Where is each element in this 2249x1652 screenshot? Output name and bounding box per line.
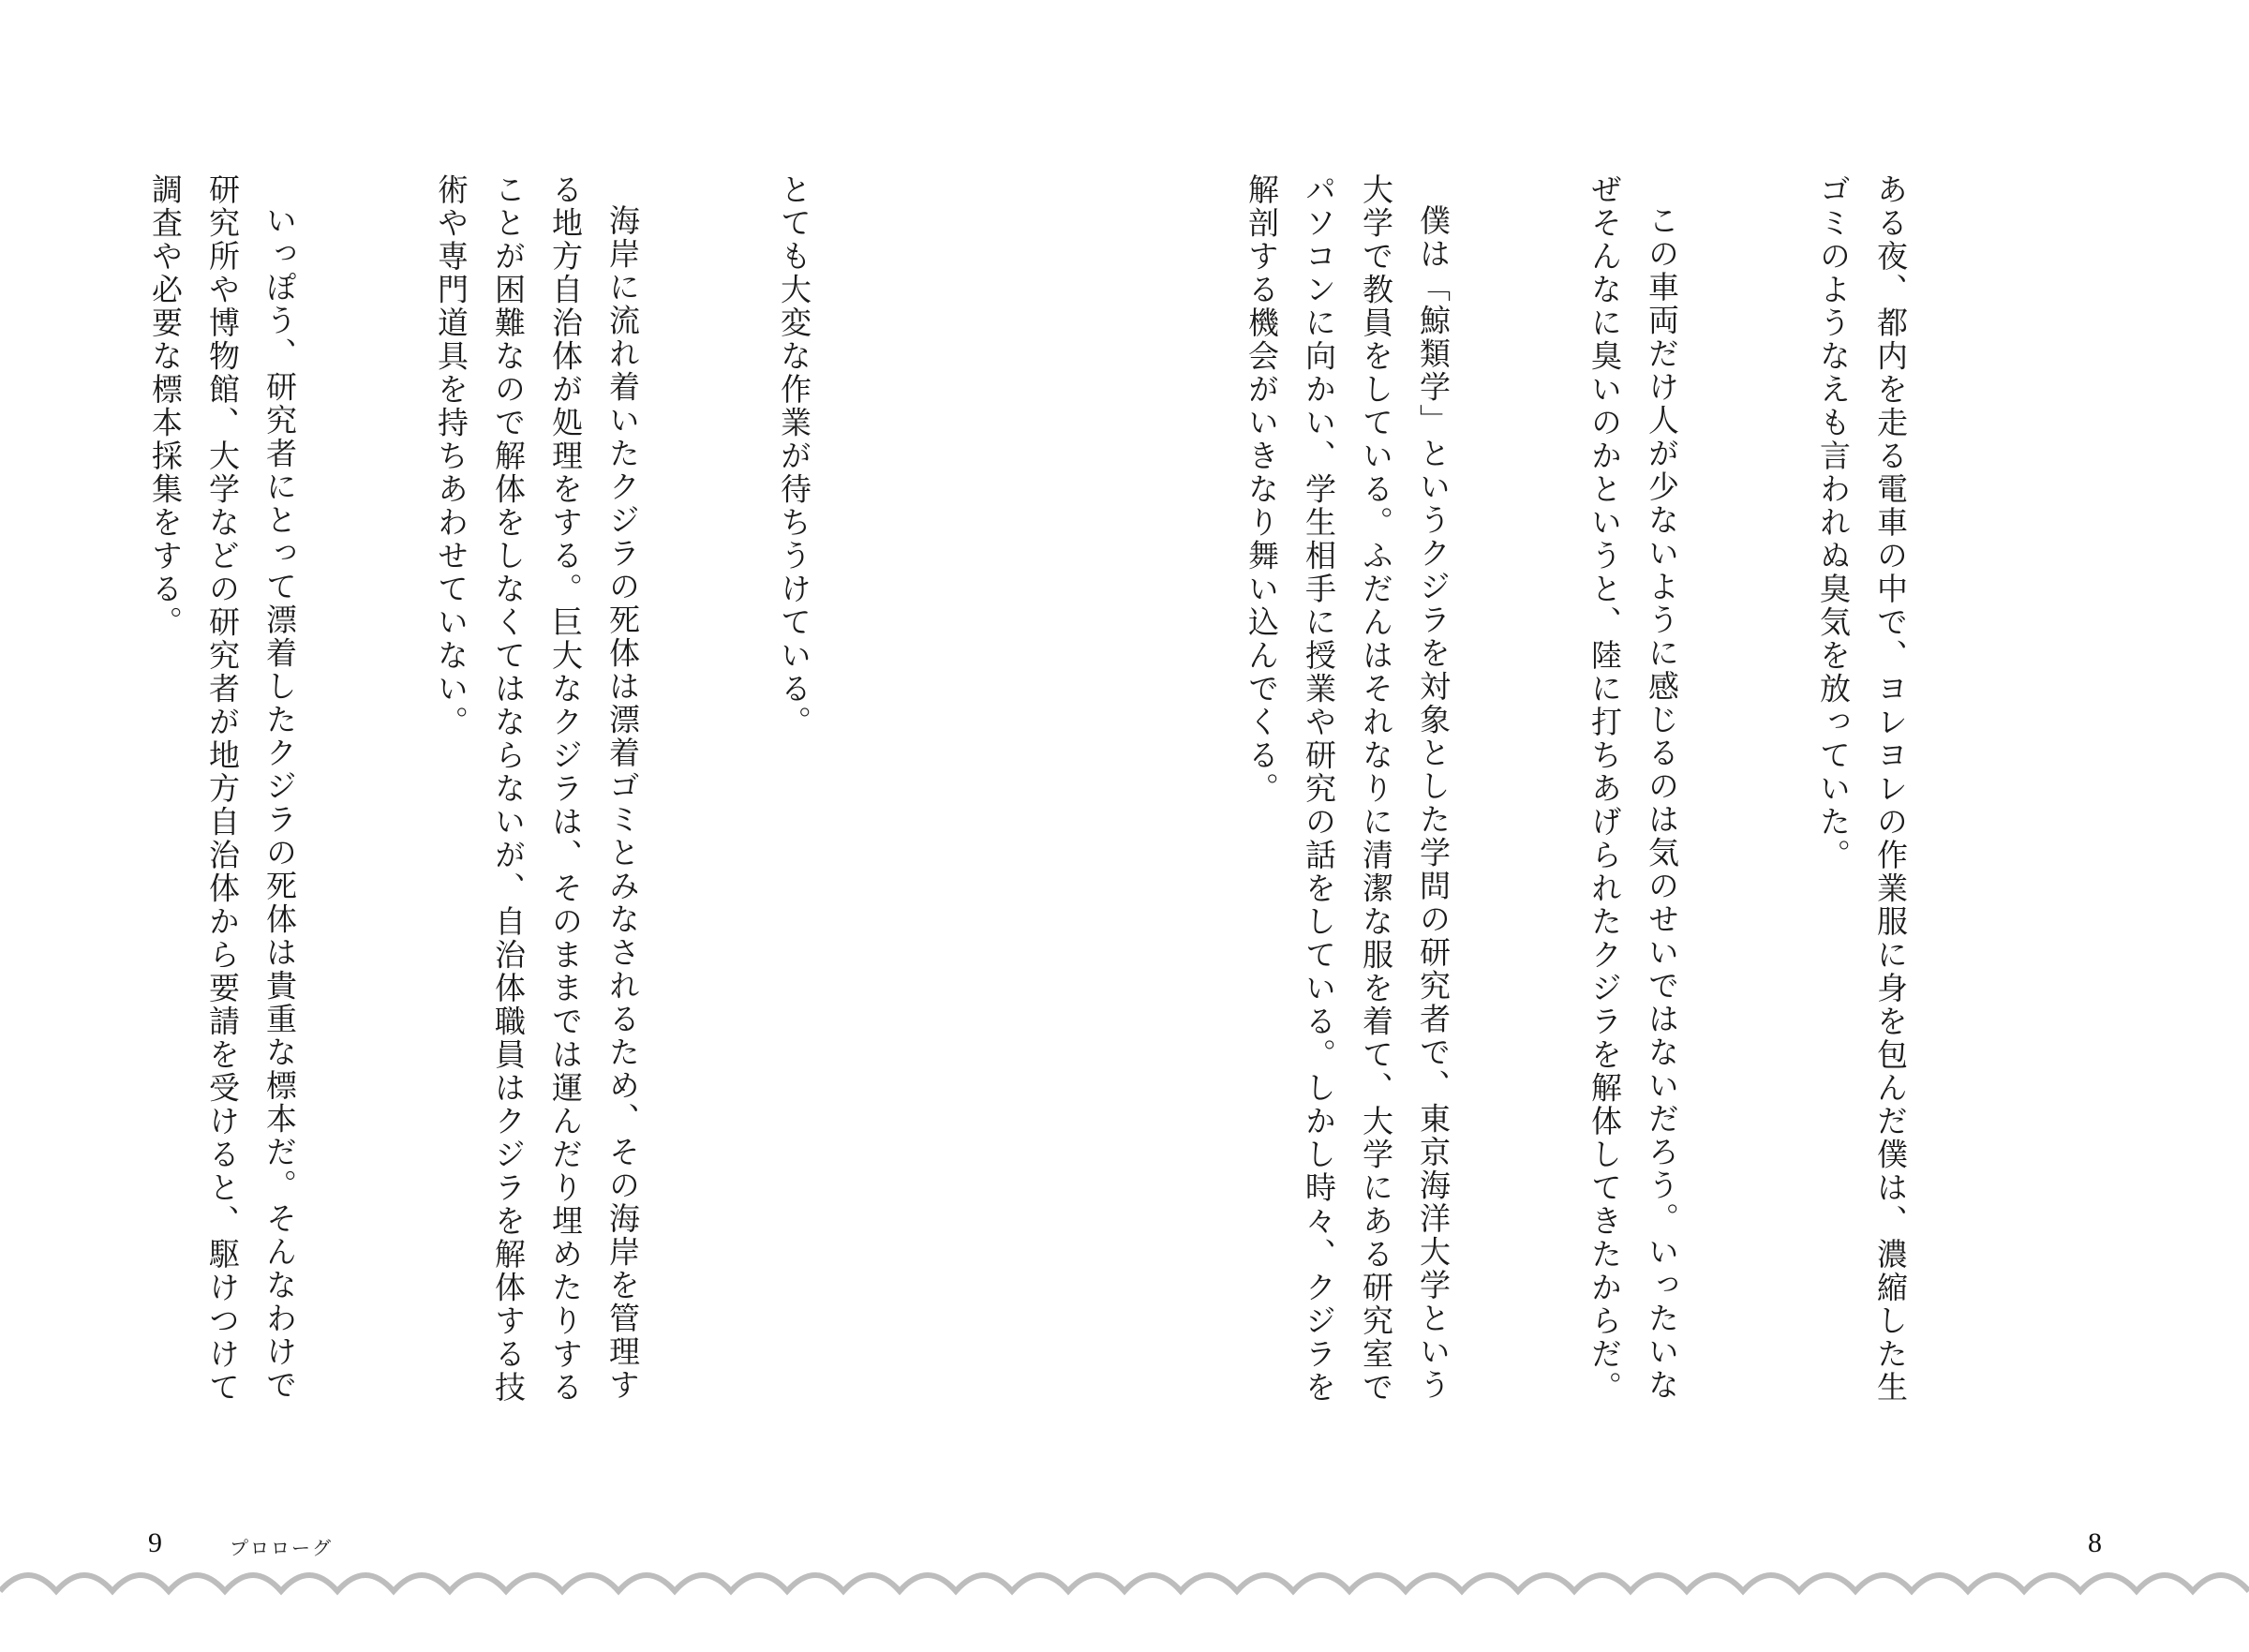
page-number-left: 9	[148, 1527, 162, 1558]
paragraph: 海岸に流れ着いたクジラの死体は漂着ゴミとみなされるため、その海岸を管理する地方自治体が処理をする。巨大なクジラは、そのままでは運んだり埋めたりすることが困難なので解体をしなくてはならないが、自治体職員はクジラを解体する技術や専門道具を持ちあわせていない。	[433, 173, 641, 1405]
wave-line	[0, 1575, 2249, 1591]
right-page-body	[1171, 173, 2033, 1420]
left-page-body	[112, 173, 937, 1420]
right-page	[1124, 0, 2249, 1652]
page-number-right: 8	[2088, 1527, 2102, 1558]
scalloped-wave-border	[0, 1563, 2249, 1600]
paragraph: とても大変な作業が待ちうけている。	[776, 173, 812, 739]
running-head: プロローグ	[230, 1539, 333, 1559]
paragraph: いっぽう、研究者にとって漂着したクジラの死体は貴重な標本だ。そんなわけで研究所や博物館、大学などの研究者が地方自治体から要請を受けると、駆けつけて調査や必要な標本採集をする。	[147, 173, 298, 1405]
paragraph: 僕は「鯨類学」というクジラを対象とした学問の研究者で、東京海洋大学という大学で教員をしている。ふだんはそれなりに清潔な服を着て、大学にある研究室でパソコンに向かい、学生相手に授業や研究の話をしている。しかし時々、クジラを解剖する機会がいきなり舞い込んでくる。	[1244, 173, 1452, 1405]
paragraph: ある夜、都内を走る電車の中で、ヨレヨレの作業服に身を包んだ僕は、濃縮した生ゴミのようなえも言われぬ臭気を放っていた。	[1815, 173, 1909, 1405]
paragraph: この車両だけ人が少ないように感じるのは気のせいではないだろう。いったいなぜそんなに臭いのかというと、陸に打ちあげられたクジラを解体してきたからだ。	[1586, 173, 1680, 1405]
left-page	[0, 0, 1124, 1652]
